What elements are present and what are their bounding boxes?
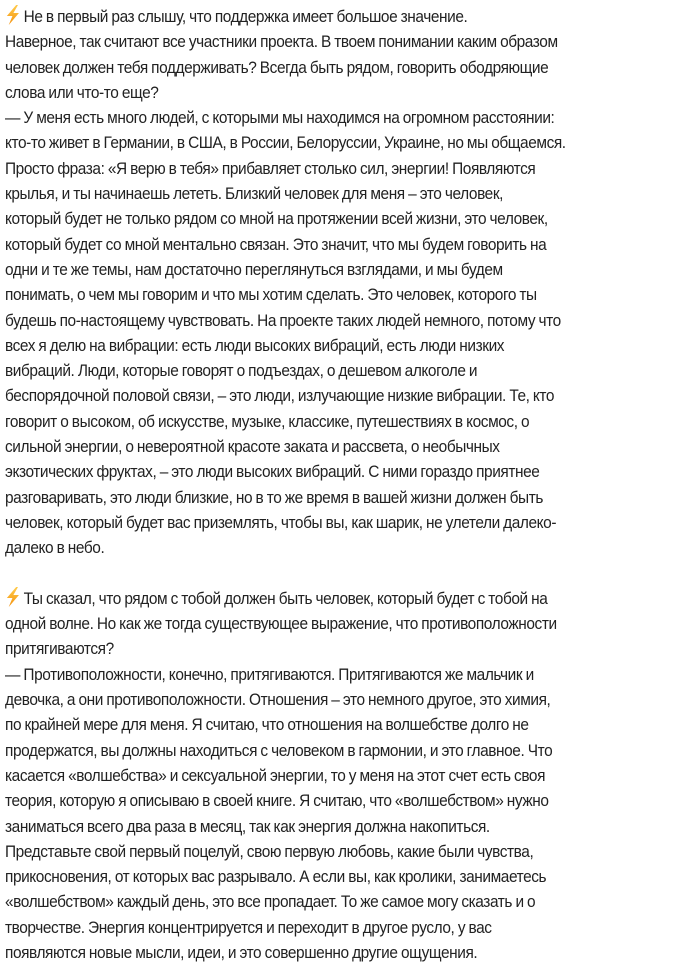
answer-line: крылья, и ты начинаешь лететь. Близкий человек для меня – это человек, bbox=[5, 184, 504, 204]
question-text: Не в первый раз слышу, что поддержка имеет большое значение. bbox=[23, 7, 468, 26]
question-line: человек должен тебя поддерживать? Всегда быть рядом, говорить ободряющие bbox=[5, 57, 549, 77]
answer-line: продержатся, вы должны находиться с человеком в гармонии, и это главное. Что bbox=[5, 740, 553, 760]
answer-line: разговаривать, это люди близкие, но в то же время в вашей жизни должен быть bbox=[5, 487, 543, 507]
answer-line: творчестве. Энергия концентрируется и переходит в другое русло, у вас bbox=[5, 917, 492, 937]
answer-line: Просто фраза: «Я верю в тебя» прибавляет столько сил, энергии! Появляются bbox=[5, 158, 536, 178]
question-line: притягиваются? bbox=[5, 639, 114, 659]
interview-section-2 bbox=[5, 586, 695, 965]
answer-line: беспорядочной половой связи, – это люди, излучающие низкие вибрации. Те, кто bbox=[5, 386, 555, 406]
question-line: одной волне. Но как же тогда существующее выражение, что противоположности bbox=[5, 614, 557, 634]
answer-line: по крайней мере для меня. Я считаю, что отношения на волшебстве долго не bbox=[5, 715, 529, 735]
lightning-icon bbox=[5, 587, 21, 607]
answer-line: экзотических фруктах, – это люди высоких вибраций. С ними гораздо приятнее bbox=[5, 462, 540, 482]
answer-line: далеко в небо. bbox=[5, 538, 105, 558]
answer-line: человек, который будет вас приземлять, чтобы вы, как шарик, не улетели далеко- bbox=[5, 512, 557, 532]
question-line: слова или что-то еще? bbox=[5, 82, 159, 102]
answer-line: вибраций. Люди, которые говорят о подъездах, о дешевом алкоголе и bbox=[5, 361, 478, 381]
answer-line: прикосновения, от которых вас разрывало. А если вы, как кролики, занимаетесь bbox=[5, 867, 547, 887]
answer-line: Представьте свой первый поцелуй, свою первую любовь, какие были чувства, bbox=[5, 841, 534, 861]
answer-line: девочка, а они противоположности. Отношения – это немного другое, это химия, bbox=[5, 690, 551, 710]
answer-line: — У меня есть много людей, с которыми мы находимся на огромном расстоянии: bbox=[5, 108, 555, 128]
interview-section-1 bbox=[5, 4, 695, 561]
answer-line: сильной энергии, о невероятной красоте заката и рассвета, о необычных bbox=[5, 437, 500, 457]
answer-line: говорит о высоком, об искусстве, музыке, классике, путешествиях в космос, о bbox=[5, 411, 530, 431]
answer-line: всех я делю на вибрации: есть люди высоких вибраций, есть люди низких bbox=[5, 335, 505, 355]
answer-line: заниматься всего два раза в месяц, так как энергия должна накопиться. bbox=[5, 816, 490, 836]
question-text: Ты сказал, что рядом с тобой должен быть человек, который будет с тобой на bbox=[23, 588, 548, 608]
question-line bbox=[5, 4, 695, 29]
answer-line: появляются новые мысли, идеи, и это совершенно другие ощущения. bbox=[5, 942, 478, 962]
answer-line: будешь по-настоящему чувствовать. На проекте таких людей немного, потому что bbox=[5, 310, 561, 330]
answer-line: касается «волшебства» и сексуальной энергии, то у меня на этот счет есть своя bbox=[5, 765, 546, 785]
answer-line: одни и те же темы, нам достаточно переглянуться взглядами, и мы будем bbox=[5, 259, 503, 279]
answer-line: «волшебством» каждый день, это все пропадает. То же самое могу сказать и о bbox=[5, 892, 536, 912]
answer-line: — Противоположности, конечно, притягиваются. Притягиваются же мальчик и bbox=[5, 664, 534, 684]
question-line: Наверное, так считают все участники проекта. В твоем понимании каким образом bbox=[5, 32, 558, 52]
answer-line: теория, которую я описываю в своей книге. Я считаю, что «волшебством» нужно bbox=[5, 791, 549, 811]
lightning-icon bbox=[5, 5, 21, 25]
answer-line: который будет не только рядом со мной на протяжении всей жизни, это человек, bbox=[5, 209, 548, 229]
answer-line: кто-то живет в Германии, в США, в России, Белоруссии, Украине, но мы общаемся. bbox=[5, 133, 566, 153]
article-body bbox=[5, 4, 695, 965]
answer-line: который будет со мной ментально связан. Это значит, что мы будем говорить на bbox=[5, 234, 547, 254]
question-line bbox=[5, 586, 695, 611]
answer-line: понимать, о чем мы говорим и что мы хотим сделать. Это человек, которого ты bbox=[5, 285, 537, 305]
